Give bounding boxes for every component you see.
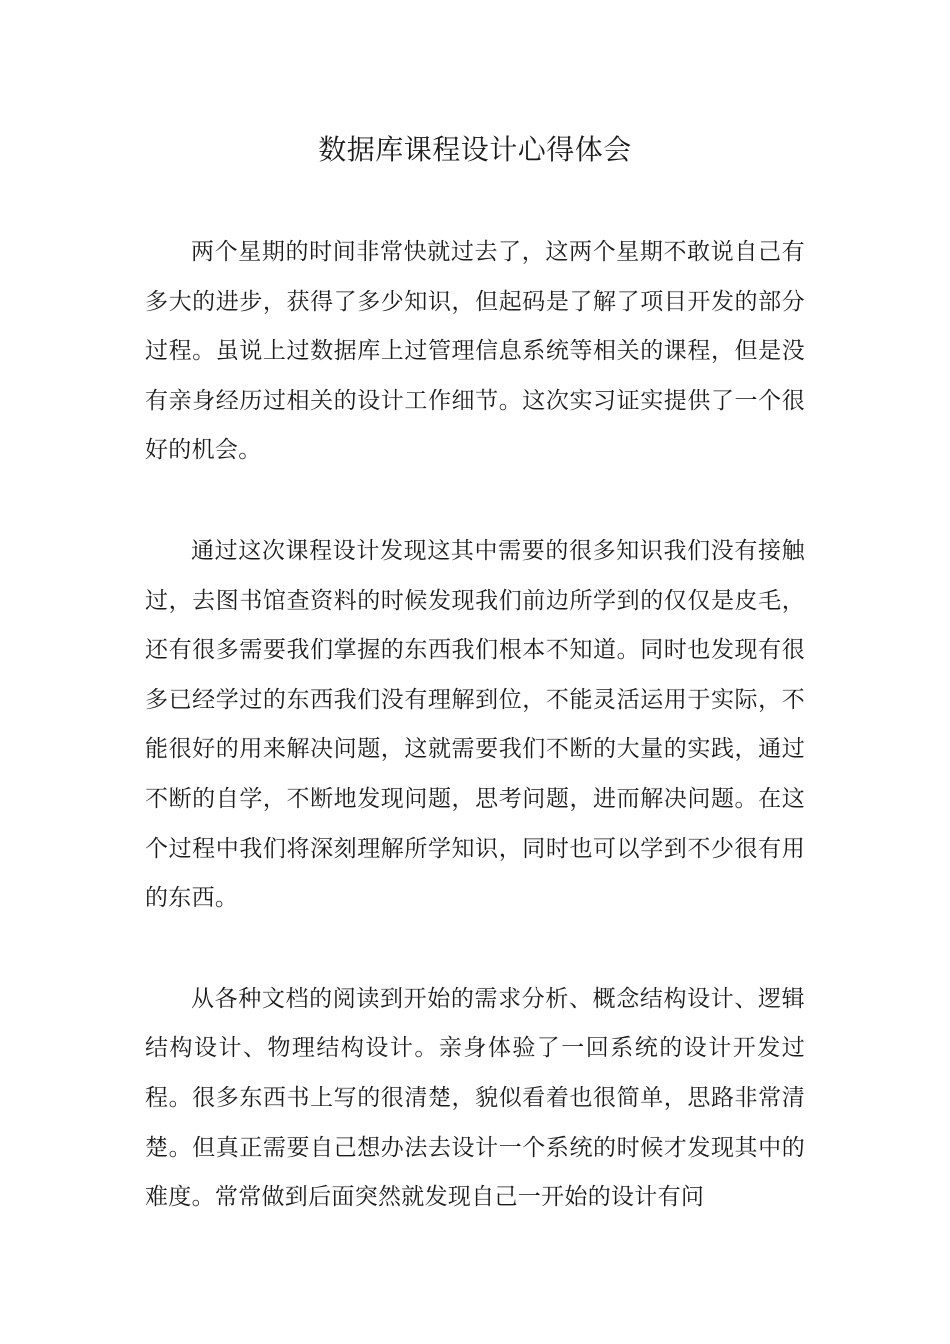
document-body [145,228,805,1274]
paragraph-3: 从各种文档的阅读到开始的需求分析、概念结构设计、逻辑结构设计、物理结构设计。亲身体验了一回系统的设计开发过程。很多东西书上写的很清楚，貌似看着也很简单，思路非常清楚。但真正需要自己想办法去设计一个系统的时候才发现其中的难度。常常做到后面突然就发现自己一开始的设计有问 [145,985,805,1211]
page-title: 数据库课程设计心得体会 [318,133,632,166]
paragraph-1: 两个星期的时间非常快就过去了，这两个星期不敢说自己有多大的进步，获得了多少知识，但起码是了解了项目开发的部分过程。虽说上过数据库上过管理信息系统等相关的课程，但是没有亲身经历过相关的设计工作细节。这次实习证实提供了一个很好的机会。 [145,239,805,464]
paragraph-2: 通过这次课程设计发现这其中需要的很多知识我们没有接触过，去图书馆查资料的时候发现我们前边所学到的仅仅是皮毛，还有很多需要我们掌握的东西我们根本不知道。同时也发现有很多已经学过的东西我们没有理解到位，不能灵活运用于实际，不能很好的用来解决问题，这就需要我们不断的大量的实践，通过不断的自学，不断地发现问题，思考问题，进而解决问题。在这个过程中我们将深刻理解所学知识，同时也可以学到不少很有用的东西。 [145,537,805,912]
